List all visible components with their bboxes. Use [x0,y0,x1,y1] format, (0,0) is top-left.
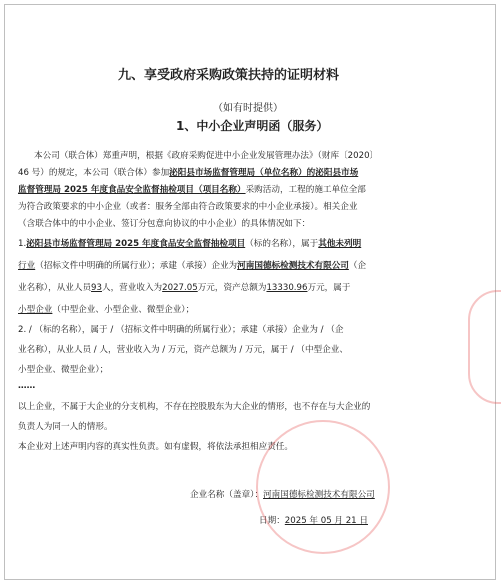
paragraph-line: 以上企业，不属于大企业的分支机构，不存在控股股东为大企业的情形，也不存在与大企业的 [18,402,371,412]
page-seal [468,290,501,404]
page-title: 九、享受政府采购政策扶持的证明材料 [118,68,340,83]
item2-line: 业名称），从业人员 / 人，营业收入为 / 万元，资产总额为 / 万元，属于 / （中型企业、 [18,345,348,355]
paragraph-line: 监督管理局 2025 年度食品安全监督抽检项目（项目名称）采购活动，工程的施工单位全部 [18,185,366,195]
item2-line: 小型企业、微型企业）； [18,365,109,375]
ellipsis: …… [18,381,36,391]
section-heading: 1、中小企业声明函（服务） [176,119,329,133]
company-seal [256,420,390,554]
item2-line: 2. / （标的名称），属于 / （招标文件中明确的所属行业）；承建（承接）企业为 / （企 [18,325,344,335]
subnote: （如有时提供） [213,103,283,114]
date-line: 日期：2025 年 05 月 21 日 [259,516,368,526]
item1-line3: 业名称），从业人员93人，营业收入为2027.05万元，资产总额为13330.96万元，属于 [18,283,351,293]
item1-line4: 小型企业（中型企业、小型企业、微型企业）； [18,305,195,315]
signature-line: 企业名称（盖章）：河南国德标检测技术有限公司 [190,490,375,500]
paragraph-line: 本公司（联合体）郑重声明，根据《政府采购促进中小企业发展管理办法》（财库〔2020〕 [34,151,379,161]
paragraph-line: 46 号）的规定，本公司（联合体）参加泌阳县市场监督管理局（单位名称）的泌阳县市场 [18,168,359,178]
paragraph-line: 负责人为同一人的情形。 [18,422,113,432]
item1-line1: 1.泌阳县市场监督管理局 2025 年度食品安全监督抽检项目（标的名称），属于其他未列明 [18,239,362,249]
paragraph-line: 为符合政策要求的中小企业（或者：服务全部由符合政策要求的中小企业承接）。相关企业 [18,202,358,212]
paragraph-line: 本企业对上述声明内容的真实性负责。如有虚假，将依法承担相应责任。 [18,442,294,452]
item1-line2: 行业（招标文件中明确的所属行业）；承建（承接）企业为河南国德标检测技术有限公司（企 [18,261,367,271]
paragraph-line: （含联合体中的中小企业、签订分包意向协议的中小企业）的具体情况如下： [18,219,311,229]
